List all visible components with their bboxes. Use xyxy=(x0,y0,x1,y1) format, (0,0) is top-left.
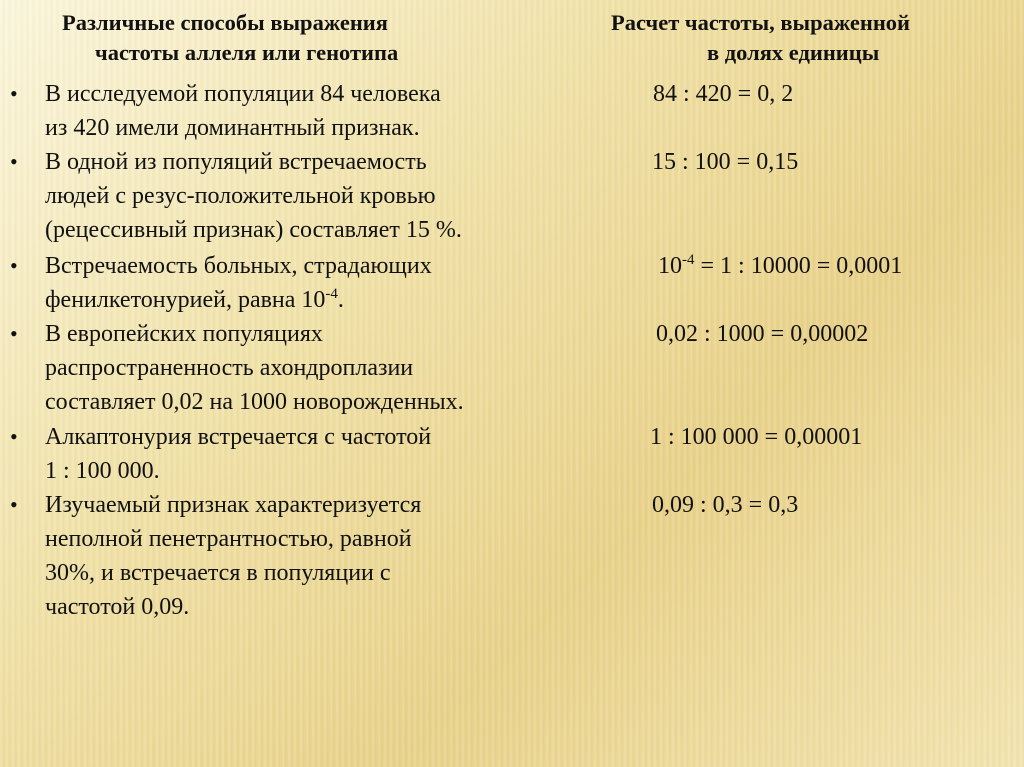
item-text-line xyxy=(45,283,565,317)
item-text-line: частотой 0,09. xyxy=(45,594,190,620)
header-left-line-1: Различные способы выражения xyxy=(62,10,388,35)
header-right-line-1: Расчет частоты, выраженной xyxy=(611,10,911,35)
item-text-line: (рецессивный признак) составляет 15 %. xyxy=(45,217,462,243)
bullet: • xyxy=(10,81,18,106)
header-left-line-2: частоты аллеля или генотипа xyxy=(95,40,399,65)
calculation: 1 : 100 000 = 0,00001 xyxy=(650,424,863,450)
item-text-line: В одной из популяций встречаемость xyxy=(45,149,427,175)
item-text-line: Встречаемость больных, страдающих xyxy=(45,253,432,279)
calculation: 84 : 420 = 0, 2 xyxy=(653,81,794,107)
header-right-line-2: в долях единицы xyxy=(707,40,880,65)
item-text-line: В европейских популяциях xyxy=(45,321,323,347)
item-text-fragment: фенилкетонурией, равна 10 xyxy=(45,287,326,313)
item-text-line: В исследуемой популяции 84 человека xyxy=(45,81,441,107)
item-text-line: людей с резус-положительной кровью xyxy=(45,183,436,209)
item-text-line: составляет 0,02 на 1000 новорожденных. xyxy=(45,389,464,415)
item-text-fragment: . xyxy=(337,287,344,313)
item-text-line: из 420 имели доминантный признак. xyxy=(45,115,420,141)
bullet: • xyxy=(10,492,18,517)
item-text-line: 1 : 100 000. xyxy=(45,458,160,484)
item-text xyxy=(45,77,565,145)
header-left xyxy=(40,8,520,68)
item-text-line: Алкаптонурия встречается с частотой xyxy=(45,424,432,450)
bullet: • xyxy=(10,253,18,278)
item-text xyxy=(45,145,565,247)
item-text xyxy=(45,249,565,317)
item-text-line: 30%, и встречается в популяции с xyxy=(45,560,391,586)
header-right xyxy=(585,8,1005,68)
item-text xyxy=(45,488,565,624)
item-text-line: распространенность ахондроплазии xyxy=(45,355,414,381)
item-text-line: неполной пенетрантностью, равной xyxy=(45,526,412,552)
calculation: 0,09 : 0,3 = 0,3 xyxy=(652,492,799,518)
item-text-line: Изучаемый признак характеризуется xyxy=(45,492,422,518)
item-text xyxy=(45,420,565,488)
exponent: -4 xyxy=(325,286,338,302)
calculation-base: 10 xyxy=(658,253,682,279)
bullet: • xyxy=(10,149,18,174)
calculation-rest: = 1 : 10000 = 0,0001 xyxy=(694,253,903,279)
calculation xyxy=(658,249,902,283)
bullet: • xyxy=(10,424,18,449)
item-text xyxy=(45,317,565,419)
calculation: 15 : 100 = 0,15 xyxy=(652,149,799,175)
bullet: • xyxy=(10,321,18,346)
exponent: -4 xyxy=(682,252,695,268)
calculation: 0,02 : 1000 = 0,00002 xyxy=(656,321,869,347)
